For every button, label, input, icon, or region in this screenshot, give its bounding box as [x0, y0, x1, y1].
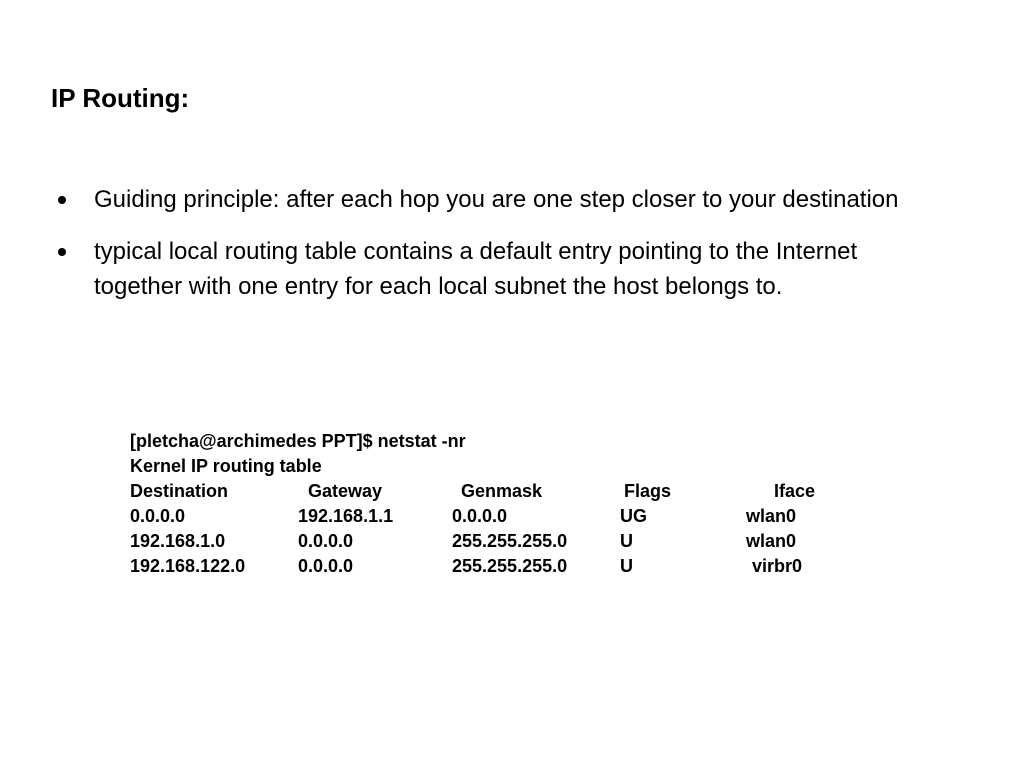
iface-cell: wlan0	[746, 506, 797, 526]
gateway-cell: 192.168.1.1	[298, 506, 394, 526]
destination-cell: 192.168.1.0	[130, 531, 226, 551]
iface-cell: wlan0	[746, 531, 797, 551]
terminal-output	[130, 429, 890, 579]
column-header-flags: Flags	[624, 481, 672, 501]
destination-cell: 0.0.0.0	[130, 506, 186, 526]
table-row	[130, 554, 890, 579]
bullet-text: typical local routing table contains a default entry pointing to the Internet together with one entry for each local subnet the host belongs to.	[94, 238, 858, 300]
column-header-genmask: Genmask	[461, 481, 543, 501]
genmask-cell: 255.255.255.0	[452, 556, 568, 576]
bullet-list	[58, 182, 938, 321]
terminal-command: [pletcha@archimedes PPT]$ netstat -nr	[130, 431, 466, 451]
routing-table-heading: Kernel IP routing table	[130, 456, 322, 476]
table-row	[130, 529, 890, 554]
iface-cell: virbr0	[752, 556, 803, 576]
column-header-iface: Iface	[774, 481, 816, 501]
bullet-item	[58, 182, 938, 217]
column-header-gateway: Gateway	[308, 481, 383, 501]
bullet-item	[58, 234, 938, 304]
flags-cell: UG	[620, 506, 647, 526]
table-row	[130, 504, 890, 529]
column-header-destination: Destination	[130, 481, 229, 501]
genmask-cell: 255.255.255.0	[452, 531, 568, 551]
genmask-cell: 0.0.0.0	[452, 506, 508, 526]
gateway-cell: 0.0.0.0	[298, 531, 354, 551]
routing-table-header-row	[130, 479, 890, 504]
bullet-text: Guiding principle: after each hop you are one step closer to your destination	[94, 186, 899, 213]
gateway-cell: 0.0.0.0	[298, 556, 354, 576]
flags-cell: U	[620, 531, 633, 551]
flags-cell: U	[620, 556, 633, 576]
destination-cell: 192.168.122.0	[130, 556, 246, 576]
bullet-dot-icon	[58, 248, 66, 256]
bullet-dot-icon	[58, 196, 66, 204]
slide-title: IP Routing:	[51, 83, 190, 113]
